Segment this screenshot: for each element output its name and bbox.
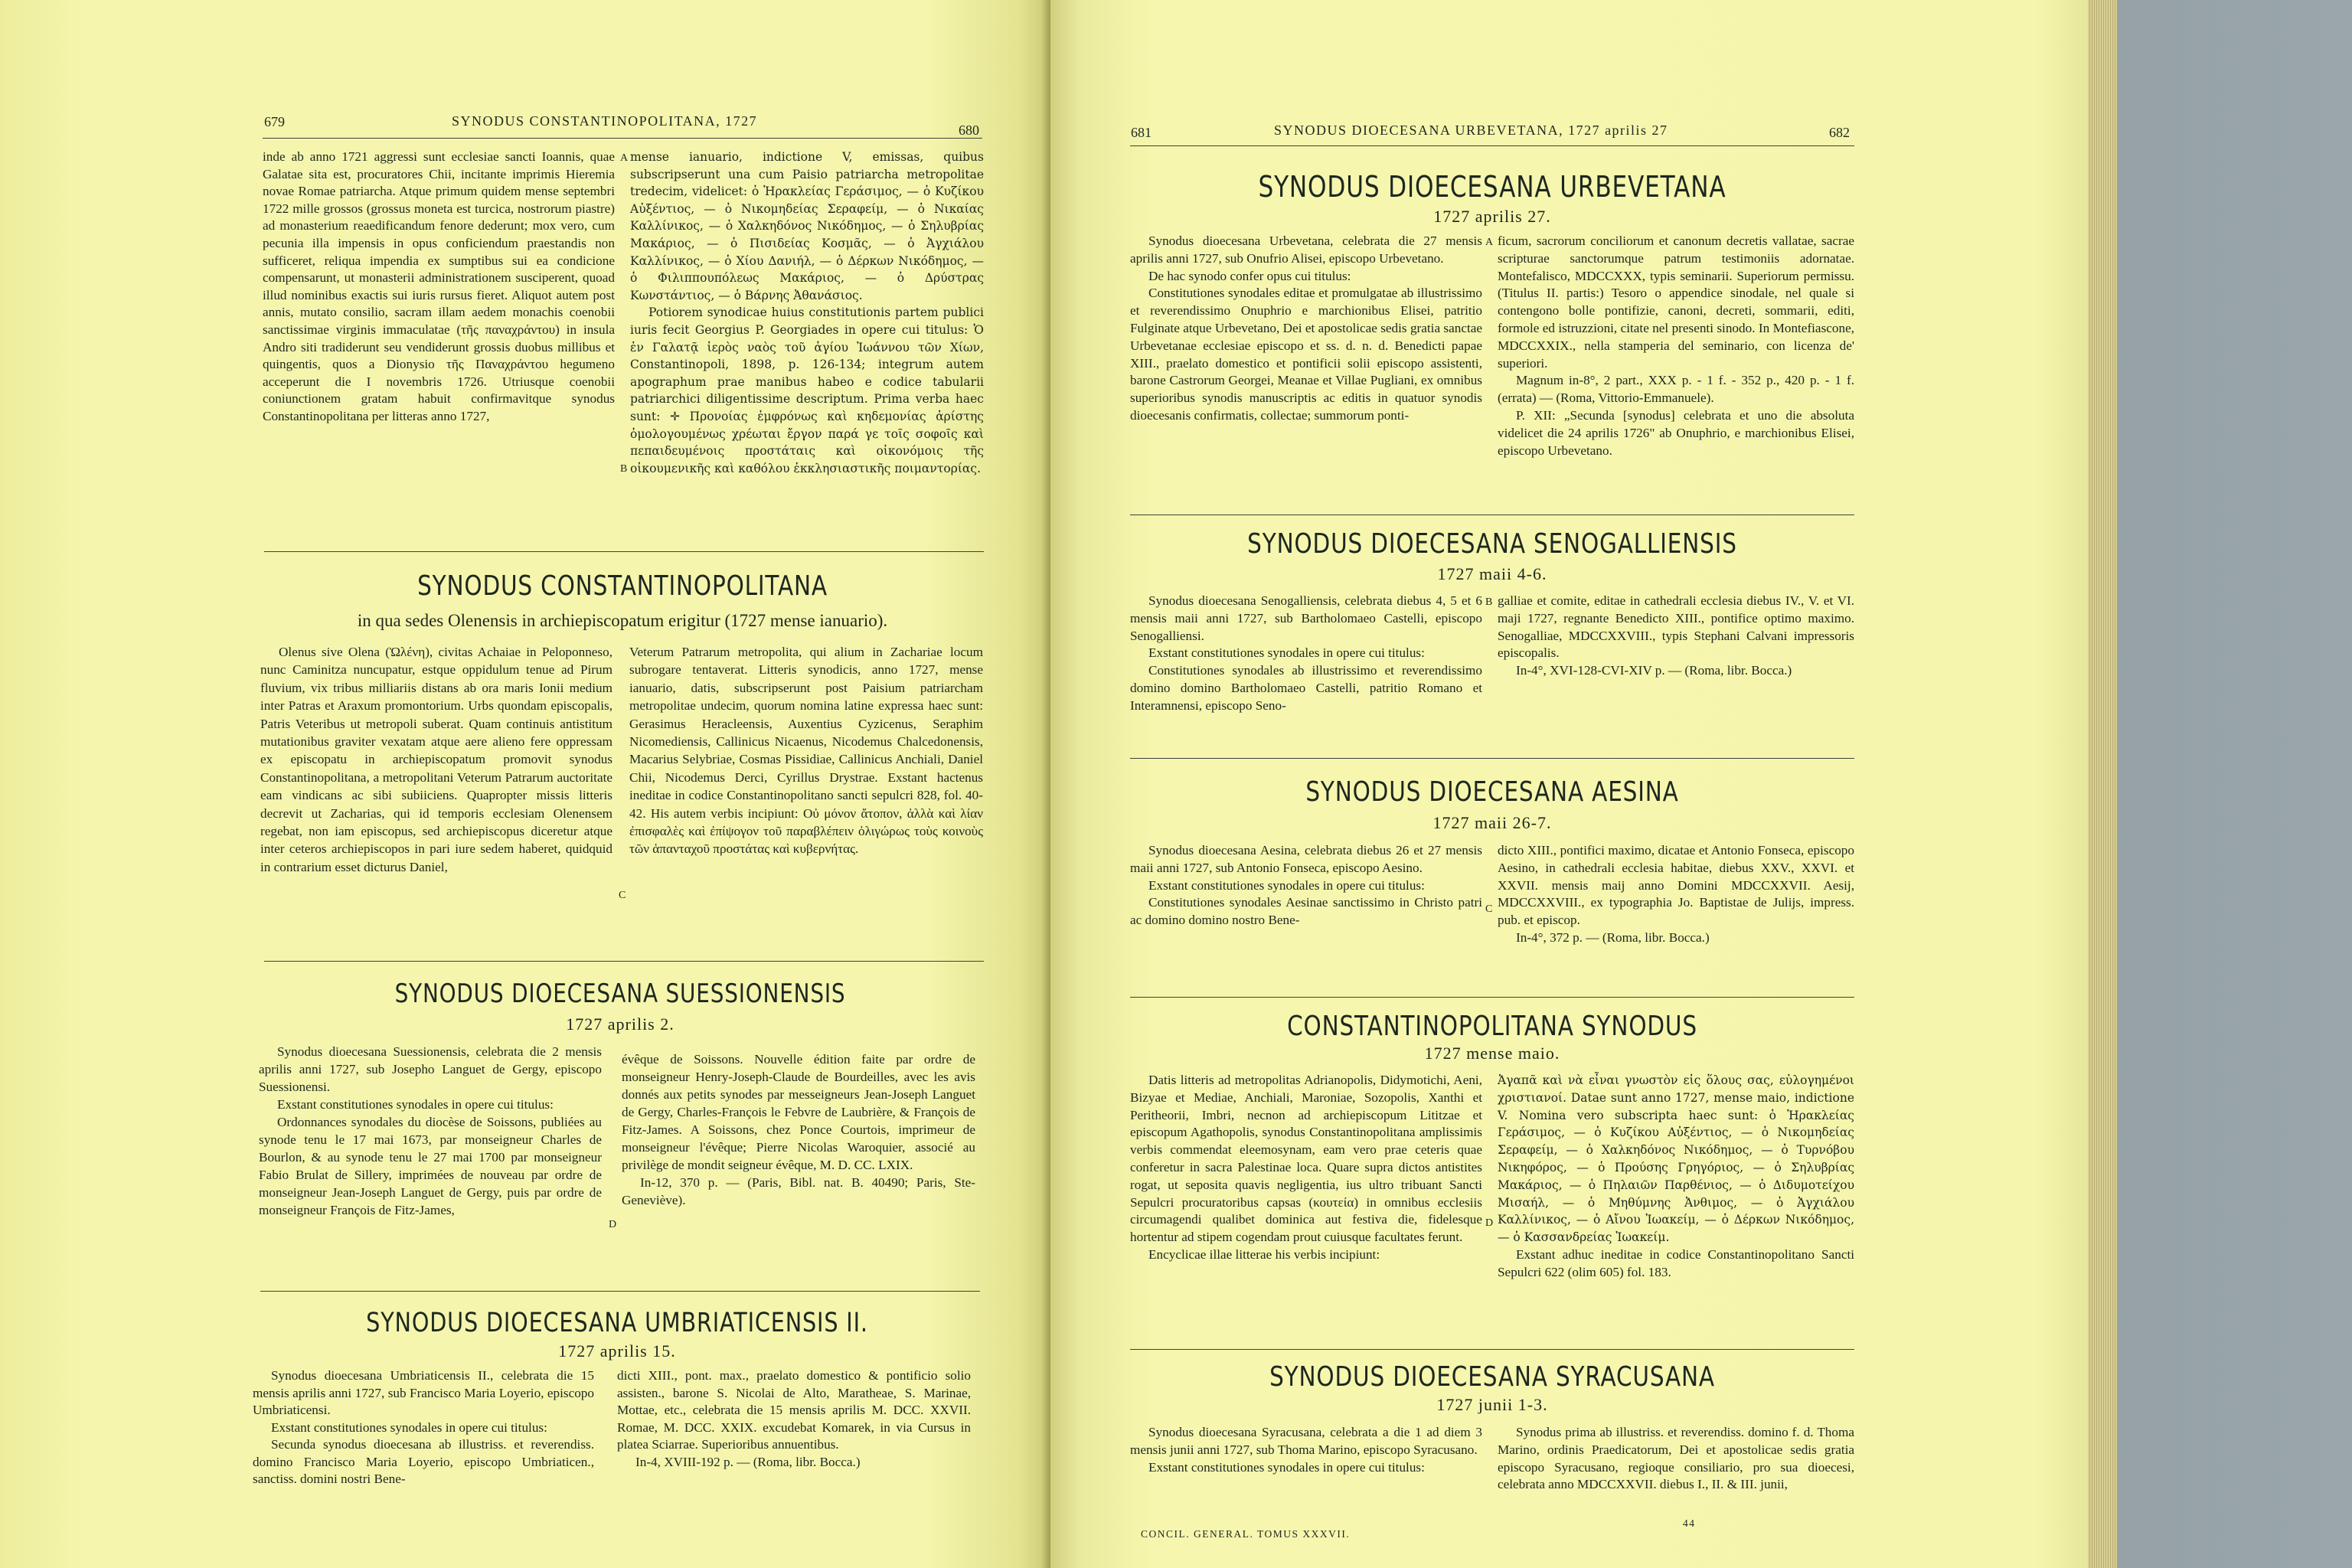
paragraph: Exstant adhuc ineditae in codice Constantinopolitano Sancti Sepulcri 622 (olim 605) fol. 183. xyxy=(1498,1246,1854,1279)
section-title: SYNODUS DIOECESANA SENOGALLIENSIS xyxy=(1247,528,1737,560)
paragraph: Synodus dioecesana Urbevetana, celebrata die 27 mensis aprilis anni 1727, sub Onufrio Alisei, episcopo Urbevetano. xyxy=(1130,234,1482,266)
section-date: 1727 aprilis 2. xyxy=(566,1014,675,1034)
paragraph: Synodus dioecesana Aesina, celebrata diebus 26 et 27 mensis maii anni 1727, sub Antonio Fonseca, episcopo Aesino. xyxy=(1130,843,1482,875)
text-column xyxy=(1130,1424,1482,1476)
section-rule xyxy=(264,551,984,552)
paragraph: inde ab anno 1721 aggressi sunt ecclesiae sancti Ioannis, quae Galatae sita est, procuratores Chii, incitante imprimis Hieremia novae Romae patriarcha. Atque primum quidem mense septembri 1722 mille grossos (grossus moneta est turcica, nostrorum piastre) ad monasterium reaedificandum fenore dederunt; mox vero, cum pecunia illa impensis in opus conficiendum praestandis non sufficeret, reliqua impendia ex sumptibus sui ea condicione compensarunt, ut monasterii administrationem susciperent, quoad illud nominibus exactis sui iuris rursus fieret. Aliquot autem post annis, mutato consilio, sacram illam aedem monachis coenobii sanctissimae virginis immaculatae (τῆς παναχράντου) in insula Andro siti tradiderunt seu vendiderunt grossis duobus millibus et quingentis, quos a Dionysio τῆς Παναχράντου hegumeno acceperunt die I novembris 1726. Utriusque coenobii coniunctionem gratam habuit confirmavitque synodus Constantinopolitana per litteras anno 1727, xyxy=(263,149,615,423)
paragraph: Potiorem synodicae huius constitutionis partem publici iuris fecit Georgius P. Georgiades in opere cui titulus: Ὁ ἐν Γαλατᾷ ἱερὸς ναὸς τοῦ ἁγίου Ἰωάννου τῶν Χίων, Constantinopoli, 1898, p. 126-134; integrum autem apographum prae manibus habeo e codice tabularii patriarchici diligentissime descriptum. Prima verba haec sunt: ✛ Προνοίας ἐμφρόνως καὶ κηδεμονίας ἀρίστης ὁμολογουμένως χρέωται ἔργον παρά γε τοῖς σοφοῖς καὶ πεπαιδευμένοις προστάταις καὶ οἰκονόμοις τῆς οἰκουμενικῆς καὶ καθόλου ἐκκλησιαστικῆς ποιμαντορίας. xyxy=(630,305,984,475)
running-head: SYNODUS CONSTANTINOPOLITANA, 1727 xyxy=(452,113,758,129)
section-rule xyxy=(264,961,984,962)
signature-mark: CONCIL. GENERAL. TOMUS XXXVII. xyxy=(1141,1528,1351,1540)
paragraph: Constitutiones synodales Aesinae sanctissimo in Christo patri ac domino domino nostro Bene- xyxy=(1130,895,1482,928)
paragraph: Ordonnances synodales du diocèse de Soissons, publiées au synode tenu le 17 mai 1673, par monseigneur Charles de Bourlon, & au synode tenu le 27 mai 1700 par monseigneur Fabio Brulat de Sillery, imprimées de nouveau par ordre de monseigneur Jean-Joseph Languet de Gergy, puis par ordre de monseigneur François de Fitz-James, xyxy=(259,1115,602,1217)
paragraph: Ἀγαπᾶ καὶ νὰ εἶναι γνωστὸν εἰς ὅλους σας, εὐλογημένοι χριστιανοί. Datae sunt anno 1727, mense maio, indictione V. Nomina vero subscripta haec sunt: ὁ Ἡρακλείας Γεράσιμος, — ὁ Κυζίκου Αὐξέντιος, — ὁ Νικομηδείας Σεραφείμ, — ὁ Χαλκηδόνος Νικόδημος, — ὁ Τυρνόβου Νικηφόρος, — ὁ Προύσης Γρηγόριος, — ὁ Σηλυβρίας Μακάριος, — ὁ Πηλαιῶν Παρθένιος, — ὁ Διδυμοτείχου Μισαήλ, — ὁ Μηθύμνης Ἀνθιμος, — ὁ Ἀγχιάλου Καλλίνικος, — ὁ Αἴνου Ἰωακείμ, — ὁ Δέρκων Νικόδημος, — ὁ Κασσανδρείας Ἰωακείμ. xyxy=(1498,1073,1854,1245)
margin-letter: A xyxy=(620,152,629,164)
text-column xyxy=(1130,842,1482,929)
paragraph: Secunda synodus dioecesana ab illustriss. et reverendiss. domino Francisco Maria Loyerio, episcopo Umbriaticen., sanctiss. domini nostri Bene- xyxy=(253,1437,594,1486)
paragraph: dicto XIII., pontifici maximo, dicatae et Antonio Fonseca, episcopo Aesino, in cathedrali ecclesia habitae, diebus XXV., XXVI. et XXVII. mensis maij anno Domini MDCCXXVII. Aesij, MDCCXXVIII., ex typographia Jo. Baptistae de Julijs, impress. pub. et episcop. xyxy=(1498,843,1854,928)
paragraph: Synodus dioecesana Syracusana, celebrata a die 1 ad diem 3 mensis junii anni 1727, sub Thoma Marino, episcopo Syracusano. xyxy=(1130,1425,1482,1457)
header-rule xyxy=(263,138,982,139)
paragraph: In-12, 370 p. — (Paris, Bibl. nat. B. 40490; Paris, Ste-Geneviève). xyxy=(622,1175,975,1207)
section-rule xyxy=(260,1291,980,1292)
text-column xyxy=(259,1043,602,1219)
section-subtitle: in qua sedes Olenensis in archiepiscopatum erigitur (1727 mense ianuario). xyxy=(357,611,888,630)
text-column xyxy=(1130,593,1482,715)
paragraph: P. XII: „Secunda [synodus] celebrata et uno die absoluta videlicet die 24 aprilis 1726" ab Onuphrio, e marchionibus Elisei, episcopo Urbevetano. xyxy=(1498,407,1854,458)
paragraph: In-4°, 372 p. — (Roma, libr. Bocca.) xyxy=(1516,929,1710,945)
text-column xyxy=(622,1050,975,1209)
paragraph: Exstant constitutiones synodales in opere cui titulus: xyxy=(1148,877,1425,893)
text-column xyxy=(1498,1072,1854,1282)
paragraph: galliae et comite, editae in cathedrali ecclesia diebus IV., V. et VI. maji 1727, regnante Benedicto XIII., pontifice optimo maximo. Senogalliae, MDCCXXVIII., typis Stephani Calvani impressoris episcopalis. xyxy=(1498,593,1854,661)
section-title: SYNODUS CONSTANTINOPOLITANA xyxy=(417,570,828,602)
paragraph: De hac synodo confer opus cui titulus: xyxy=(1148,268,1351,283)
paragraph: évêque de Soissons. Nouvelle édition faite par ordre de monseigneur Henry-Joseph-Claude de Bourdeilles, avec les avis donnés aux petits synodes par messeigneurs Jean-Joseph Languet de Gergy, Charles-François le Febvre de Laubrière, & François de Fitz-James. A Soissons, chez Ponce Courtois, imprimeur de monseigneur l'évêque; Pierre Nicolas Waroquier, associé au privilège de mondit seigneur évêque, M. D. CC. LXIX. xyxy=(622,1052,975,1172)
section-rule xyxy=(1130,514,1854,515)
text-column xyxy=(1130,1072,1482,1264)
section-title: CONSTANTINOPOLITANA SYNODUS xyxy=(1287,1011,1697,1042)
section-rule xyxy=(1130,758,1854,759)
right-page xyxy=(1050,0,2088,1568)
text-column xyxy=(630,149,984,477)
paragraph: In-4°, XVI-128-CVI-XIV p. — (Roma, libr. Bocca.) xyxy=(1516,663,1792,678)
paragraph: Synodus dioecesana Senogalliensis, celebrata diebus 4, 5 et 6 mensis maii anni 1727, sub Bartholomaeo Castelli, episcopo Senogalliensi. xyxy=(1130,593,1482,643)
paragraph: Exstant constitutiones synodales in opere cui titulus: xyxy=(271,1419,547,1435)
margin-letter: A xyxy=(1485,237,1494,248)
text-column xyxy=(1498,842,1854,947)
text-column xyxy=(253,1367,594,1488)
page-number: 682 xyxy=(1829,125,1850,140)
paragraph: Synodus dioecesana Suessionensis, celebrata die 2 mensis aprilis anni 1727, sub Josepho Languet de Gergy, episcopo Suessionensi. xyxy=(259,1044,602,1094)
margin-letter: D xyxy=(609,1219,617,1230)
section-rule xyxy=(1130,997,1854,998)
paragraph: dicti XIII., pont. max., praelato domestico & pontificio solio assisten., barone S. Nicolai de Alto, Maratheae, S. Marinae, Mottae, etc., celebrata die 15 mensis aprilis M. DCC. XXVII. Romae, M. DCC. XXIX. excudebat Komarek, in via Cursus in platea Sciarrae. Superioribus annuentibus. xyxy=(617,1368,971,1452)
section-title: SYNODUS DIOECESANA UMBRIATICENSIS II. xyxy=(366,1308,868,1338)
text-column xyxy=(1498,233,1854,459)
left-page xyxy=(0,0,1050,1568)
text-column xyxy=(263,149,615,426)
paragraph: In-4, XVIII-192 p. — (Roma, libr. Bocca.) xyxy=(635,1454,861,1469)
paragraph: Synodus prima ab illustriss. et reverendiss. domino f. d. Thoma Marino, ordinis Praedicatorum, Dei et apostolicae sedis gratia episcopo Syracusano, regioque consiliario, pro sua dioecesi, celebrata anno MDCCXXVII. diebus I., II. & III. junii, xyxy=(1498,1425,1854,1492)
paragraph: Datis litteris ad metropolitas Adrianopolis, Didymotichi, Aeni, Bizyae et Mediae, Anchiali, Maroniae, Sozopolis, Xanthi et Peritheorii, Imbri, necnon ad archiepiscopum Lititzae et episcopum Agathopolis, synodus Constantinopolitana amplissimis verbis commendat eleemosynam, eam vero prae ceteris quae conferetur in sacra Palestinae loca. Quare supra dictos antistites rogat, ut seposita quavis negligentia, ius ultro tribuant Sancti Sepulcri procuratoribus capsas (κουτεία) in omnibus ecclesiis circumagendi qualibet dominica aut festiva die, fidelesque hortentur ad stipem cogendam prout cuiusque facultates ferunt. xyxy=(1130,1073,1482,1245)
page-number: 679 xyxy=(264,114,285,129)
section-date: 1727 junii 1-3. xyxy=(1436,1395,1548,1414)
section-date: 1727 maii 4-6. xyxy=(1437,564,1547,583)
section-date: 1727 aprilis 15. xyxy=(558,1341,676,1361)
page-number: 680 xyxy=(959,122,979,138)
section-date: 1727 mense maio. xyxy=(1424,1044,1560,1063)
paragraph: Constitutiones synodales editae et promulgatae ab illustrissimo et reverendissimo Onuphrio e marchionibus Elisei, patritio Fulginate atque Urbevetano, Dei et apostolicae sedis gratia sanctae Urbevetanae ecclesiae episcopo et ss. d. n. d. Benedicti papae XIII., praelato domestico et pontificii solii episcopo assistenti, barone Castrorum Georgei, Meanae et Villae Pugliani, ex omnibus superioribus synodis manuscriptis ac editis in quatuor synodis dioecesanis confirmatis, collectae; summorum ponti- xyxy=(1130,286,1482,423)
paragraph: Synodus dioecesana Umbriaticensis II., celebrata die 15 mensis aprilis anni 1727, sub Francisco Maria Loyerio, episcopo Umbriaticensi. xyxy=(253,1368,594,1417)
sheet-number: 44 xyxy=(1683,1517,1696,1529)
margin-letter: C xyxy=(1485,903,1493,915)
paragraph: Magnum in-8°, 2 part., XXX p. - 1 f. - 352 p., 420 p. - 1 f. (errata) — (Roma, Vittorio-Emmanuele). xyxy=(1498,373,1854,406)
margin-letter: D xyxy=(1485,1217,1494,1229)
paragraph: Exstant constitutiones synodales in opere cui titulus: xyxy=(1148,1459,1425,1475)
margin-letter: B xyxy=(1485,596,1493,608)
paragraph: mense ianuario, indictione V, emissas, quibus subscripserunt una cum Paisio patriarcha metropolitae tredecim, videlicet: ὁ Ἡρακλείας Γεράσιμος, — ὁ Κυζίκου Αὐξέντιος, — ὁ Νικομηδείας Σεραφείμ, — ὁ Νικαίας Καλλίνικος, — ὁ Χαλκηδόνος Νικόδημος, — ὁ Σηλυβρίας Μακάριος, — ὁ Πισιδείας Κοσμᾶς, — ὁ Ἀγχιάλου Καλλίνικος, — ὁ Χίου Δανιήλ, — ὁ Δέρκων Νικόδημος, — ὁ Φιλιππουπόλεως Μακάριος, — ὁ Δρύστρας Κωνστάντιος, — ὁ Βάρνης Ἀθανάσιος. xyxy=(630,150,984,302)
text-column xyxy=(1498,593,1854,680)
text-column xyxy=(629,643,983,858)
section-rule xyxy=(1130,1349,1854,1350)
section-date: 1727 aprilis 27. xyxy=(1433,207,1551,226)
running-head: SYNODUS DIOECESANA URBEVETANA, 1727 aprilis 27 xyxy=(1274,122,1668,138)
text-column xyxy=(1130,233,1482,425)
section-title: SYNODUS DIOECESANA URBEVETANA xyxy=(1258,170,1726,204)
text-column xyxy=(617,1367,971,1471)
header-rule xyxy=(1130,145,1854,146)
margin-letter: B xyxy=(620,463,628,475)
paragraph: Exstant constitutiones synodales in opere cui titulus: xyxy=(277,1097,554,1112)
section-date: 1727 maii 26-7. xyxy=(1432,813,1552,832)
section-title: SYNODUS DIOECESANA SYRACUSANA xyxy=(1269,1361,1715,1393)
paragraph: Olenus sive Olena (Ὠλένη), civitas Achaiae in Peloponneso, nunc Caminitza nuncupatur, estque oppidulum tenue ad Pirum fluvium, vix tribus milliariis distans ab ora maris Ionii medium inter Patras et Araxum promontorium. Urbs quondam episcopalis, Patris Veteribus ut metropoli suberat. Quam continuis antistitum mutationibus graviter vexatam atque aere alieno fere oppressam ex episcopatu in archiepiscopatum promovit synodus Constantinopolitana, a metropolitani Veterum Patrarum auctoritate eam vindicans ac sibi subiiciens. Quapropter missis litteris decrevit ut Zacharias, qui id temporis ecclesiam Olenensem regebat, non iam episcopus, sed archiepiscopus diceretur atque inter ceteros archiepiscopos in pari iure sedem haberet, quidquid in contrarium esset dicturus Daniel, xyxy=(260,645,612,874)
page-edges xyxy=(2088,0,2117,1568)
margin-letter: C xyxy=(619,890,626,901)
paragraph: Encyclicae illae litterae his verbis incipiunt: xyxy=(1148,1246,1380,1262)
section-title: SYNODUS DIOECESANA AESINA xyxy=(1305,776,1679,808)
paragraph: Veterum Patrarum metropolita, qui alium in Zachariae locum subrogare tentaverat. Litteris synodicis, anno 1727, mense ianuario, datis, subscripserunt post Paisium patriarcham metropolitae undecim, quorum nomina latine expressa haec sunt: Gerasimus Heracleensis, Auxentius Cyzicenus, Seraphim Nicomediensis, Callinicus Nicaenus, Nicodemus Chalcedonensis, Macarius Selybriae, Cosmas Pissidiae, Callinicus Anchiali, Daniel Chii, Nicodemus Derci, Cyrillus Drystrae. Exstant hactenus ineditae in codice Constantinopolitano sancti sepulcri 828, fol. 40-42. His autem verbis incipiunt: Οὐ μόνον ἄτοπον, ἀλλὰ καὶ λίαν ἐπισφαλὲς καὶ ἐπίψογον τοῦ παραβλέπειν ὀλιγώρως τοὺς κοινοὺς τῶν ἁπανταχοῦ προστάτας καὶ κυβερνήτας. xyxy=(629,645,983,857)
paragraph: Constitutiones synodales ab illustrissimo et reverendissimo domino domino Bartholomaeo Castelli, patritio Romano et Interamnensi, episcopo Seno- xyxy=(1130,663,1482,713)
section-title: SYNODUS DIOECESANA SUESSIONENSIS xyxy=(394,978,846,1009)
paragraph: ficum, sacrorum conciliorum et canonum decretis vallatae, sacrae scripturae sanctorumque patrum testimoniis adornatae. Montefalisco, MDCCXXX, typis seminarii. Superiorum permissu. (Titulus II. partis:) Tesoro o appendice sinodale, nel quale si contengono bolle pontifizie, canoni, decreti, sommarii, editi, formole ed istruzzioni, citate nel presenti sinodo. In Montefiascone, MDCCXXIX., nella stamperia del seminario, con licenza de' superiori. xyxy=(1498,234,1854,371)
paragraph: Exstant constitutiones synodales in opere cui titulus: xyxy=(1148,645,1425,661)
text-column xyxy=(260,643,612,876)
page-number: 681 xyxy=(1131,125,1152,140)
text-column xyxy=(1498,1424,1854,1494)
